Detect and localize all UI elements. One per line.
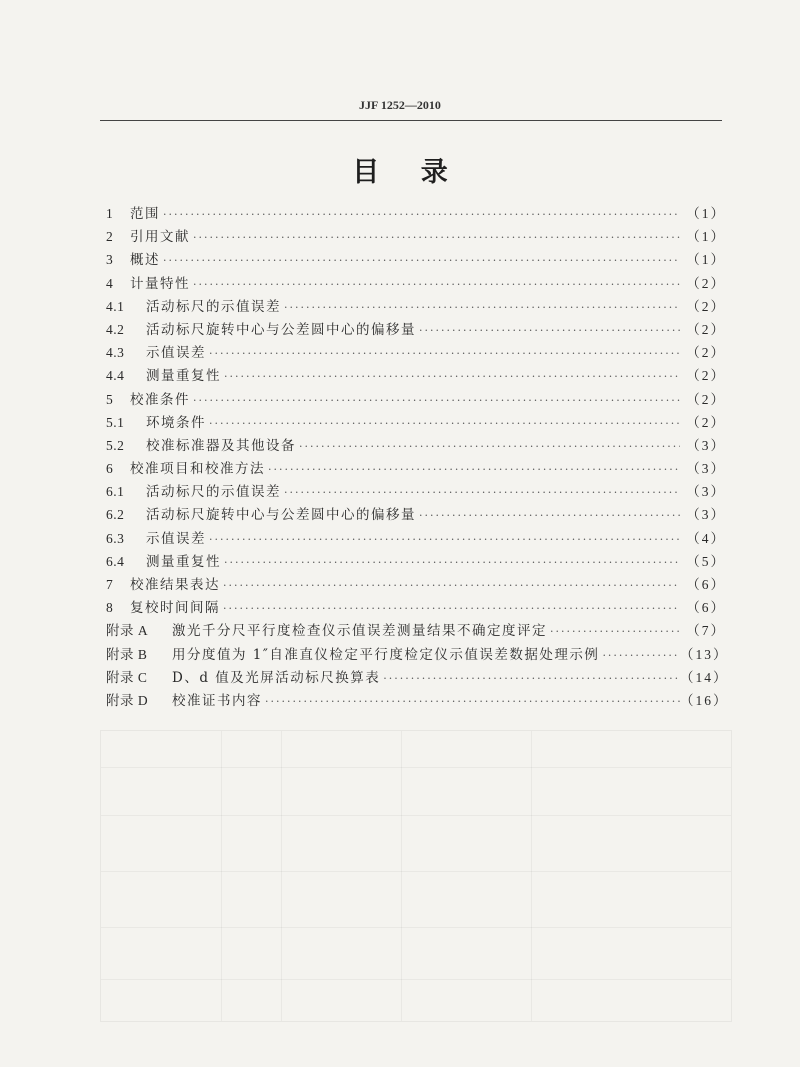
toc-entry-page: （14） <box>680 669 729 685</box>
toc-entry-page: （2） <box>686 345 726 361</box>
dot-leader <box>160 203 680 226</box>
toc-entry-page: （1） <box>686 229 726 245</box>
dot-leader <box>190 273 680 296</box>
toc-entry <box>106 666 729 689</box>
toc-entry-number: 5.2 <box>106 437 125 453</box>
dot-leader <box>380 667 680 690</box>
toc-entry-number: 2 <box>106 229 114 245</box>
toc-entry <box>106 202 726 225</box>
toc-entry-page: （2） <box>686 298 726 314</box>
toc-entry <box>106 503 726 526</box>
toc-entry-number: 6.2 <box>106 507 125 523</box>
toc-entry <box>106 388 726 411</box>
toc-entry <box>106 643 729 666</box>
toc-entry-title: 校准标准器及其他设备 <box>146 437 296 454</box>
table-of-contents <box>106 202 729 712</box>
toc-entry-number: 4 <box>106 275 114 291</box>
toc-entry-title: 校准证书内容 <box>172 692 262 709</box>
toc-entry-number: 1 <box>106 206 114 221</box>
toc-entry-number: 附录 C <box>106 669 148 685</box>
toc-entry-title: 校准结果表达 <box>130 577 220 593</box>
dot-leader <box>265 458 680 481</box>
toc-entry <box>106 573 726 596</box>
toc-entry <box>106 689 729 712</box>
toc-entry-page: （3） <box>686 484 726 500</box>
toc-entry <box>106 527 726 550</box>
toc-entry-title: 活动标尺的示值误差 <box>146 484 281 501</box>
toc-entry-title: 校准项目和校准方法 <box>130 461 265 478</box>
dot-leader <box>416 319 680 342</box>
toc-entry-number: 8 <box>106 600 114 616</box>
dot-leader <box>599 644 680 667</box>
toc-entry-page: （13） <box>680 646 729 662</box>
toc-entry <box>106 457 726 480</box>
toc-entry-number: 6.1 <box>106 484 125 500</box>
dot-leader <box>190 389 680 412</box>
toc-entry <box>106 225 726 248</box>
dot-leader <box>206 342 680 365</box>
toc-entry-title: 活动标尺旋转中心与公差圆中心的偏移量 <box>146 507 416 524</box>
toc-entry-title: 概述 <box>130 252 160 269</box>
toc-entry-number: 附录 B <box>106 646 148 662</box>
toc-entry <box>106 550 726 573</box>
toc-entry <box>106 411 726 434</box>
toc-entry <box>106 434 726 457</box>
toc-entry-number: 6.4 <box>106 553 125 569</box>
toc-entry-page: （4） <box>686 530 726 546</box>
toc-entry <box>106 295 726 318</box>
toc-entry-number: 7 <box>106 577 114 592</box>
dot-leader <box>206 412 680 435</box>
standard-code: JJF 1252—2010 <box>359 98 441 112</box>
toc-entry-title: 校准条件 <box>130 391 190 408</box>
toc-entry-title: 用分度值为 1″自准直仪检定平行度检定仪示值误差数据处理示例 <box>172 646 600 663</box>
toc-entry-page: （7） <box>686 623 726 639</box>
toc-entry-title: 范围 <box>130 206 160 222</box>
dot-leader <box>262 690 680 713</box>
toc-entry-number: 6 <box>106 461 114 477</box>
toc-entry-page: （3） <box>686 461 726 477</box>
toc-entry-title: 测量重复性 <box>146 368 221 385</box>
toc-entry-page: （1） <box>686 206 726 221</box>
toc-entry-page: （3） <box>686 507 726 523</box>
dot-leader <box>281 296 680 319</box>
toc-entry <box>106 248 726 271</box>
dot-leader <box>221 551 680 574</box>
toc-entry-title: D、d 值及光屏活动标尺换算表 <box>172 669 381 686</box>
toc-entry-title: 活动标尺的示值误差 <box>146 298 281 315</box>
toc-entry-title: 复校时间间隔 <box>130 600 220 617</box>
toc-entry-title: 示值误差 <box>146 345 206 362</box>
toc-entry-number: 3 <box>106 252 114 268</box>
dot-leader <box>281 481 680 504</box>
toc-entry-number: 4.1 <box>106 298 125 314</box>
toc-entry <box>106 341 726 364</box>
show-through-table <box>100 730 732 1022</box>
toc-entry-title: 计量特性 <box>130 275 190 292</box>
toc-entry <box>106 596 726 619</box>
dot-leader <box>220 597 680 620</box>
dot-leader <box>206 528 680 551</box>
toc-entry-page: （6） <box>686 600 726 616</box>
toc-entry <box>106 364 726 387</box>
toc-entry-page: （2） <box>686 275 726 291</box>
toc-entry-page: （2） <box>686 321 726 337</box>
dot-leader <box>160 249 680 272</box>
toc-entry-page: （5） <box>686 553 726 569</box>
dot-leader <box>190 226 680 249</box>
toc-entry-number: 5.1 <box>106 414 125 430</box>
toc-entry-number: 附录 D <box>106 692 149 708</box>
toc-entry-number: 4.2 <box>106 321 125 337</box>
dot-leader <box>220 574 680 597</box>
toc-entry-number: 4.4 <box>106 368 125 384</box>
toc-entry-title: 测量重复性 <box>146 553 221 570</box>
toc-entry-page: （3） <box>686 437 726 453</box>
dot-leader <box>547 620 680 643</box>
toc-entry <box>106 619 726 642</box>
toc-title: 目 录 <box>352 157 464 188</box>
toc-entry <box>106 272 726 295</box>
toc-entry-page: （1） <box>686 252 726 268</box>
toc-entry <box>106 318 726 341</box>
dot-leader <box>416 504 680 527</box>
dot-leader <box>221 365 680 388</box>
toc-entry-title: 活动标尺旋转中心与公差圆中心的偏移量 <box>146 321 416 338</box>
toc-entry-title: 激光千分尺平行度检查仪示值误差测量结果不确定度评定 <box>172 623 547 640</box>
toc-entry-page: （2） <box>686 368 726 384</box>
toc-entry-title: 示值误差 <box>146 530 206 547</box>
toc-entry-title: 环境条件 <box>146 414 206 431</box>
toc-entry-page: （16） <box>680 692 729 708</box>
header-rule <box>100 120 722 121</box>
toc-entry-page: （2） <box>686 414 726 430</box>
toc-entry-number: 4.3 <box>106 345 125 361</box>
toc-entry-page: （6） <box>686 577 726 592</box>
toc-entry <box>106 480 726 503</box>
toc-entry-page: （2） <box>686 391 726 407</box>
toc-entry-number: 6.3 <box>106 530 125 546</box>
toc-entry-number: 附录 A <box>106 623 149 639</box>
toc-entry-number: 5 <box>106 391 114 407</box>
dot-leader <box>296 435 680 458</box>
toc-entry-title: 引用文献 <box>130 229 190 246</box>
